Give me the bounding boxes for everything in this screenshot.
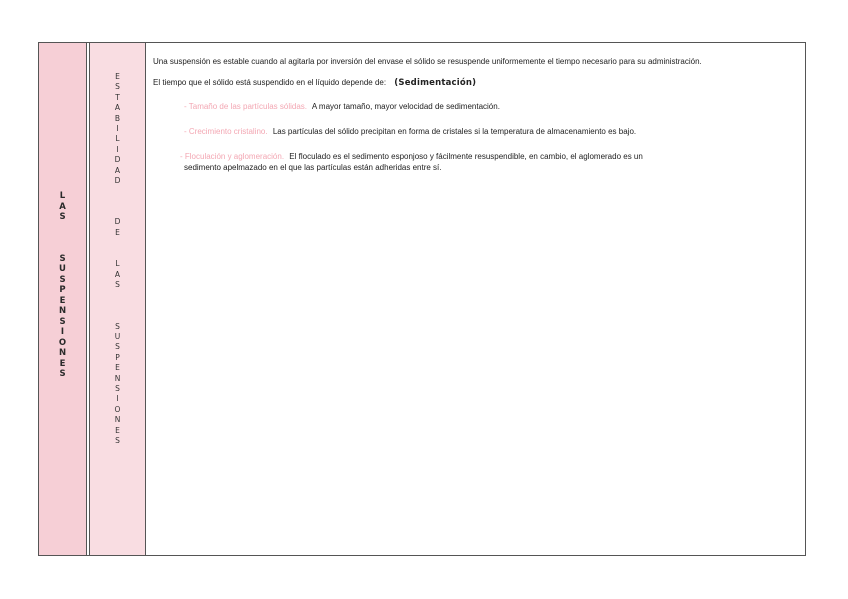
main-title-letter: E: [59, 295, 66, 306]
sub-title-letter: D: [114, 176, 121, 186]
main-title-column: [39, 43, 87, 555]
sub-title-vertical: [90, 72, 145, 446]
sub-title-letter: N: [114, 373, 121, 383]
factor-item: [184, 126, 797, 137]
sub-title-letter: D: [114, 217, 121, 227]
factor-text: El floculado es el sedimento esponjoso y fácilmente resuspendible, en cambio, el aglomerado es un: [289, 152, 643, 161]
main-title-letter: L: [59, 191, 66, 201]
sub-title-letter: B: [114, 113, 121, 123]
sub-title-letter: O: [114, 404, 121, 414]
main-title-letter: E: [59, 358, 66, 369]
main-title-letter: A: [59, 201, 66, 212]
sub-title-letter: I: [116, 394, 119, 404]
factor-item: [180, 151, 780, 173]
main-title-letter: S: [59, 212, 66, 222]
main-title-letter: N: [58, 306, 67, 316]
sub-title-letter: T: [115, 92, 120, 102]
factor-text-continuation: sedimento apelmazado en el que las partículas están adheridas entre sí.: [184, 163, 442, 172]
factor-label: - Tamaño de las partículas sólidas.: [184, 102, 308, 111]
sub-title-letter: E: [115, 72, 120, 81]
main-title-letter: U: [59, 264, 66, 274]
main-title-letter: I: [60, 327, 65, 337]
main-title-vertical: [39, 191, 86, 380]
factor-text: Las partículas del sólido precipitan en forma de cristales si la temperatura de almacenamiento es bajo.: [272, 127, 637, 136]
main-title-letter: S: [59, 274, 66, 285]
sub-title-letter: A: [114, 269, 121, 279]
factor-label: - Floculación y aglomeración.: [180, 152, 285, 161]
sub-title-letter: S: [115, 435, 120, 445]
depends-paragraph: [153, 77, 797, 89]
intro-paragraph: Una suspensión es estable cuando al agitarla por inversión del envase el sólido se resuspende uniformemente el tiempo necesario para su administración.: [153, 57, 702, 66]
sub-title-letter: I: [116, 144, 119, 154]
sub-title-letter: E: [115, 363, 120, 373]
sub-title-letter: A: [114, 165, 121, 175]
sub-title-letter: U: [114, 331, 121, 341]
main-title-letter: S: [59, 253, 66, 264]
sub-title-letter: N: [114, 415, 121, 425]
sub-title-letter: E: [115, 425, 120, 435]
sub-title-column: [90, 43, 146, 555]
factor-label: - Crecimiento cristalino.: [184, 127, 268, 136]
main-title-letter: S: [59, 316, 66, 327]
factor-item: [184, 101, 797, 112]
factor-text: A mayor tamaño, mayor velocidad de sedimentación.: [311, 102, 500, 111]
sedimentation-keyword: (Sedimentación): [394, 78, 477, 88]
sub-title-letter: P: [115, 352, 120, 362]
sub-title-letter: L: [115, 259, 120, 269]
sub-title-letter: S: [115, 82, 120, 92]
sub-title-letter: L: [115, 134, 120, 144]
sub-title-letter: I: [116, 124, 119, 134]
concept-table: [38, 42, 806, 556]
sub-title-letter: E: [115, 227, 120, 237]
content-column: [146, 43, 805, 555]
main-title-letter: N: [58, 348, 67, 358]
sub-title-letter: A: [114, 103, 121, 113]
main-title-letter: P: [59, 285, 66, 295]
sub-title-letter: S: [115, 280, 120, 290]
depends-text: El tiempo que el sólido está suspendido en el líquido depende de:: [153, 78, 387, 87]
main-title-letter: O: [58, 337, 67, 348]
sub-title-letter: D: [114, 155, 121, 165]
sub-title-letter: S: [115, 321, 120, 331]
main-title-letter: S: [59, 369, 66, 379]
sub-title-letter: S: [115, 342, 120, 352]
sub-title-letter: S: [115, 383, 120, 393]
